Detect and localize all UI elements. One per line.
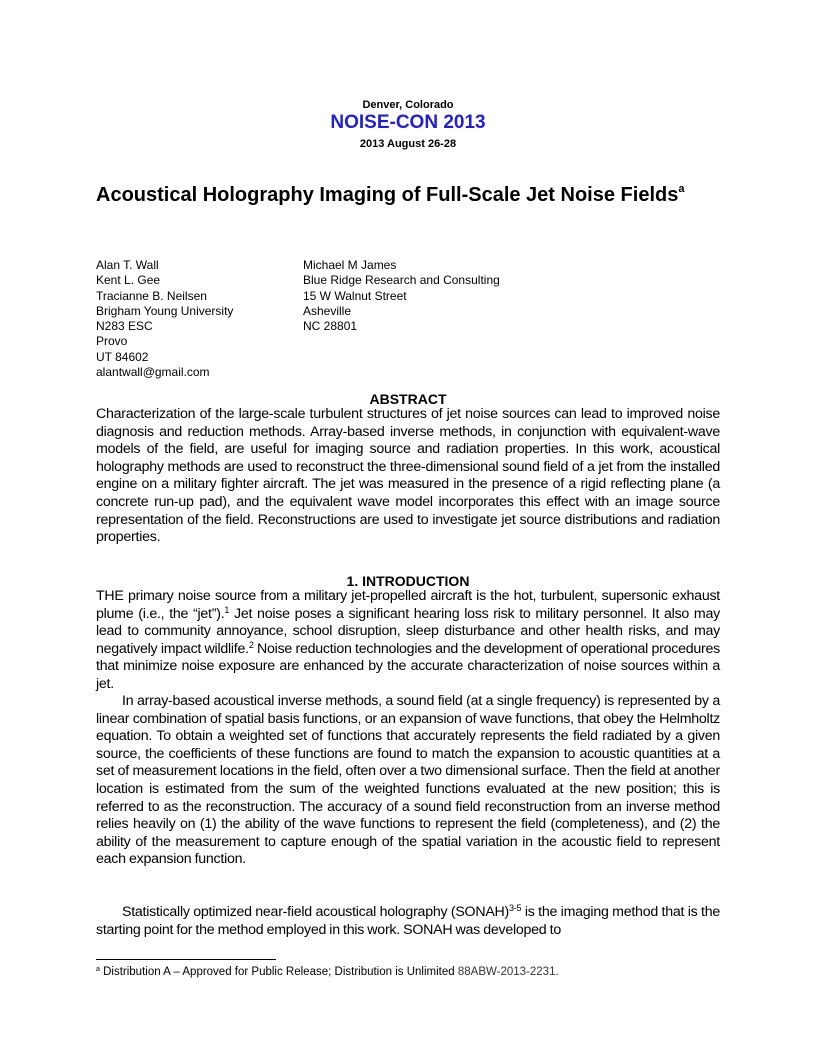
abstract-body: Characterization of the large-scale turbulent structures of jet noise sources can lead to improved noise diagnosis and reduction methods. Array-based inverse methods, in conjunction with equivalent-wave models of the field, are useful for imaging source and radiation properties. In this work, acoustical holography methods are used to reconstruct the three-dimensional sound field of a jet from the installed engine on a military fighter aircraft. The jet was measured in the presence of a rigid reflecting plane (a concrete run-up pad), and the equivalent wave model incorporates this effect with an image source representation of the field. Reconstructions are used to investigate jet source distributions and radiation properties. xyxy=(96,406,720,546)
affiliation-line: Brigham Young University xyxy=(96,303,234,318)
intro-p1-text-c: Noise reduction technologies and the development of operational procedures that minimize noise exposure are enhanced by the accurate characterization of noise sources within a jet. xyxy=(96,640,720,692)
citation-ref: 2 xyxy=(248,639,254,650)
conference-location: Denver, Colorado xyxy=(362,99,454,111)
introduction-heading: 1. INTRODUCTION xyxy=(346,573,470,589)
citation-ref: 1 xyxy=(224,604,230,615)
intro-paragraph-1 xyxy=(96,588,720,694)
footnote xyxy=(96,966,559,978)
intro-paragraph-2: In array-based acoustical inverse methods, a sound field (at a single frequency) is represented by a linear combination of spatial basis functions, or an expansion of wave functions, that obey the Helmholtz equation. To obtain a weighted set of functions that accurately represents the field radiated by a given source, the coefficients of these functions are found to match the expansion to acoustic quantities at a set of measurement locations in the field, often over a two dimensional surface. Then the field at another location is estimated from the sum of the weighted functions evaluated at the new position; this is referred to as the reconstruction. The accuracy of a sound field reconstruction from an inverse method relies heavily on (1) the ability of the wave functions to represent the field (completeness), and (2) the ability of the measurement to capture enough of the spatial variation in the acoustic field to represent each expansion function. xyxy=(96,693,720,868)
conference-name: NOISE-CON 2013 xyxy=(330,112,486,133)
author-line: Kent L. Gee xyxy=(96,273,161,288)
citation-ref: 3-5 xyxy=(509,903,522,913)
author-block-right xyxy=(303,258,500,334)
author-line: Tracianne B. Neilsen xyxy=(96,288,207,303)
author-line: Alan T. Wall xyxy=(96,258,159,272)
email-line: alantwall@gmail.com xyxy=(96,365,210,380)
address-line: N283 ESC xyxy=(96,319,153,334)
intro-p3-text-a: Statistically optimized near-field acoustical holography (SONAH) xyxy=(122,904,510,920)
intro-p1-text-b: Jet noise poses a significant hearing loss risk to military personnel. It also may lead to community annoyance, school disruption, sleep disturbance and other health risks, and may negatively impact wildlife. xyxy=(96,605,720,657)
address-line: Provo xyxy=(96,334,128,349)
author-line: Michael M James xyxy=(303,258,397,272)
footnote-code: 88ABW-2013-2231. xyxy=(457,966,559,978)
footnote-mark: a xyxy=(96,966,100,973)
address-line: 15 W Walnut Street xyxy=(303,288,407,303)
address-line: Asheville xyxy=(303,303,352,318)
footnote-text: Distribution A – Approved for Public Release; Distribution is Unlimited xyxy=(99,966,458,978)
intro-paragraph-3 xyxy=(96,904,720,939)
intro-p1-text-a: THE primary noise source from a military jet-propelled aircraft is the hot, turbulent, supersonic exhaust plume (i.e., the “jet”). xyxy=(96,588,720,622)
title-footnote-mark: a xyxy=(678,183,685,195)
paper-title-text: Acoustical Holography Imaging of Full-Scale Jet Noise Fields xyxy=(96,184,679,206)
affiliation-line: Blue Ridge Research and Consulting xyxy=(303,273,500,288)
author-block-left xyxy=(96,258,233,380)
paper-title xyxy=(96,183,716,208)
address-line: NC 28801 xyxy=(303,319,358,334)
address-line: UT 84602 xyxy=(96,349,149,364)
footnote-divider xyxy=(96,959,276,960)
intro-p3-text-b: is the imaging method that is the starting point for the method employed in this work. SONAH was developed to xyxy=(96,904,721,938)
conference-dates: 2013 August 26-28 xyxy=(359,138,457,150)
abstract-heading: ABSTRACT xyxy=(369,391,447,407)
